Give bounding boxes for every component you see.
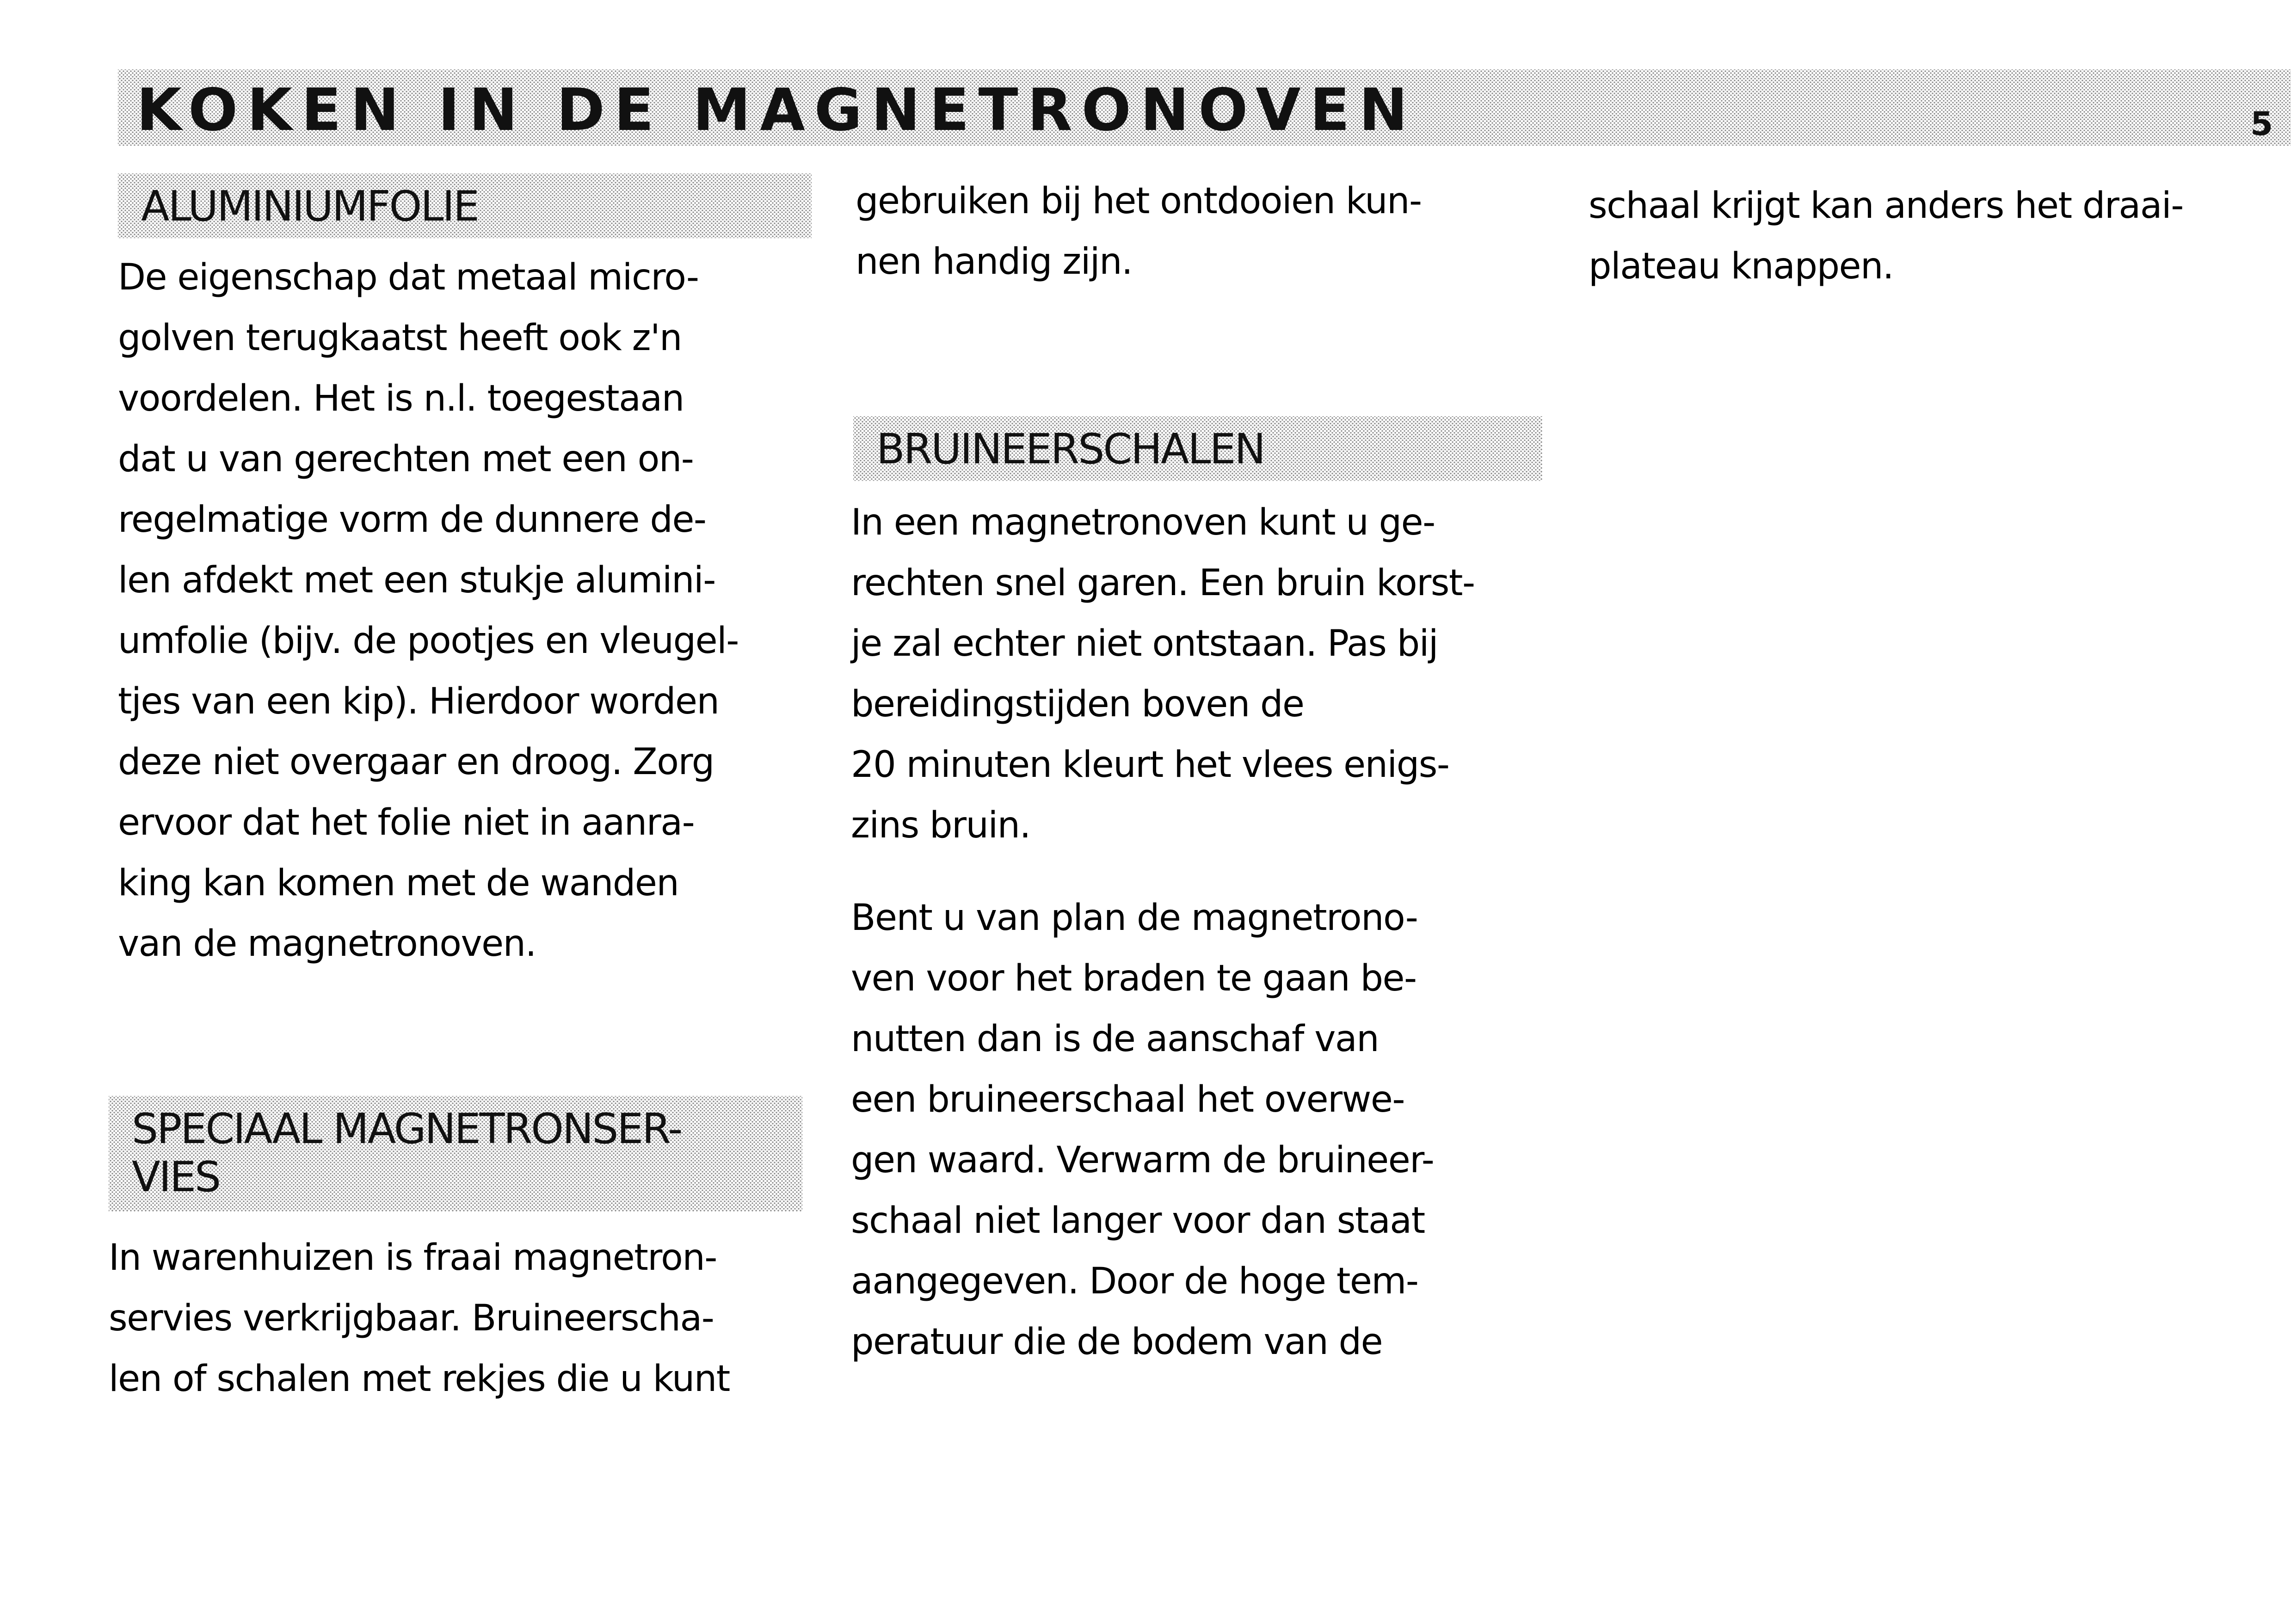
text-line: schaal krijgt kan anders het draai- <box>1589 185 2183 227</box>
text-line: je zal echter niet ontstaan. Pas bij <box>851 623 1438 664</box>
text-line: schaal niet langer voor dan staat <box>851 1200 1425 1242</box>
section-heading-label: BRUINEERSCHALEN <box>876 425 1264 474</box>
text-line: regelmatige vorm de dunnere de- <box>118 499 706 541</box>
paragraph-speciaal-magnetronservies <box>109 1228 812 1409</box>
text-line: een bruineerschaal het overwe- <box>851 1079 1405 1120</box>
text-line: bereidingstijden boven de <box>851 683 1304 725</box>
section-heading-aluminiumfolie <box>118 173 812 238</box>
text-line: dat u van gerechten met een on- <box>118 438 694 480</box>
text-line: tjes van een kip). Hierdoor worden <box>118 681 719 722</box>
page-title-bar <box>118 69 2291 146</box>
text-line: golven terugkaatst heeft ook z'n <box>118 317 682 359</box>
text-line: gen waard. Verwarm de bruineer- <box>851 1139 1434 1181</box>
text-line: umfolie (bijv. de pootjes en vleugel- <box>118 620 739 662</box>
text-line: len of schalen met rekjes die u kunt <box>109 1358 730 1400</box>
text-line: nen handig zijn. <box>856 241 1133 283</box>
text-line: In een magnetronoven kunt u ge- <box>851 502 1435 543</box>
text-line: In warenhuizen is fraai magnetron- <box>109 1237 717 1279</box>
text-line: deze niet overgaar en droog. Zorg <box>118 741 714 783</box>
heading-line: VIES <box>132 1153 220 1201</box>
text-line: plateau knappen. <box>1589 246 1894 287</box>
section-heading-label <box>132 1105 788 1201</box>
section-heading-speciaal-magnetronservies <box>109 1096 802 1212</box>
text-line: peratuur die de bodem van de <box>851 1321 1383 1363</box>
text-line: voordelen. Het is n.l. toegestaan <box>118 378 684 419</box>
text-line: nutten dan is de aanschaf van <box>851 1018 1379 1060</box>
paragraph-speciaal-magnetronservies-continued <box>856 171 1558 292</box>
page-title: KOKEN IN DE MAGNETRONOVEN <box>136 76 1417 144</box>
text-line: 20 minuten kleurt het vlees enigs- <box>851 744 1449 786</box>
text-line: gebruiken bij het ontdooien kun- <box>856 180 1422 222</box>
paragraph-aluminiumfolie <box>118 247 821 974</box>
paragraph-bruineerschalen-2 <box>851 888 1554 1372</box>
text-line: Bent u van plan de magnetrono- <box>851 897 1418 939</box>
text-line: aangegeven. Door de hoge tem- <box>851 1261 1418 1302</box>
paragraph-bruineerschalen-1 <box>851 492 1554 856</box>
text-line: servies verkrijgbaar. Bruineerscha- <box>109 1298 714 1339</box>
page-number: 5 <box>2250 105 2273 143</box>
section-heading-bruineerschalen <box>853 416 1542 481</box>
heading-line: SPECIAAL MAGNETRONSER- <box>132 1105 682 1153</box>
text-line: len afdekt met een stukje alumini- <box>118 560 715 601</box>
text-line: zins bruin. <box>851 805 1030 846</box>
section-heading-label: ALUMINIUMFOLIE <box>141 182 478 231</box>
paragraph-bruineerschalen-continued <box>1589 176 2282 297</box>
text-line: king kan komen met de wanden <box>118 862 679 904</box>
text-line: rechten snel garen. Een bruin korst- <box>851 562 1475 604</box>
text-line: ervoor dat het folie niet in aanra- <box>118 802 695 843</box>
text-line: De eigenschap dat metaal micro- <box>118 257 699 298</box>
text-line: van de magnetronoven. <box>118 923 536 965</box>
text-line: ven voor het braden te gaan be- <box>851 958 1416 999</box>
